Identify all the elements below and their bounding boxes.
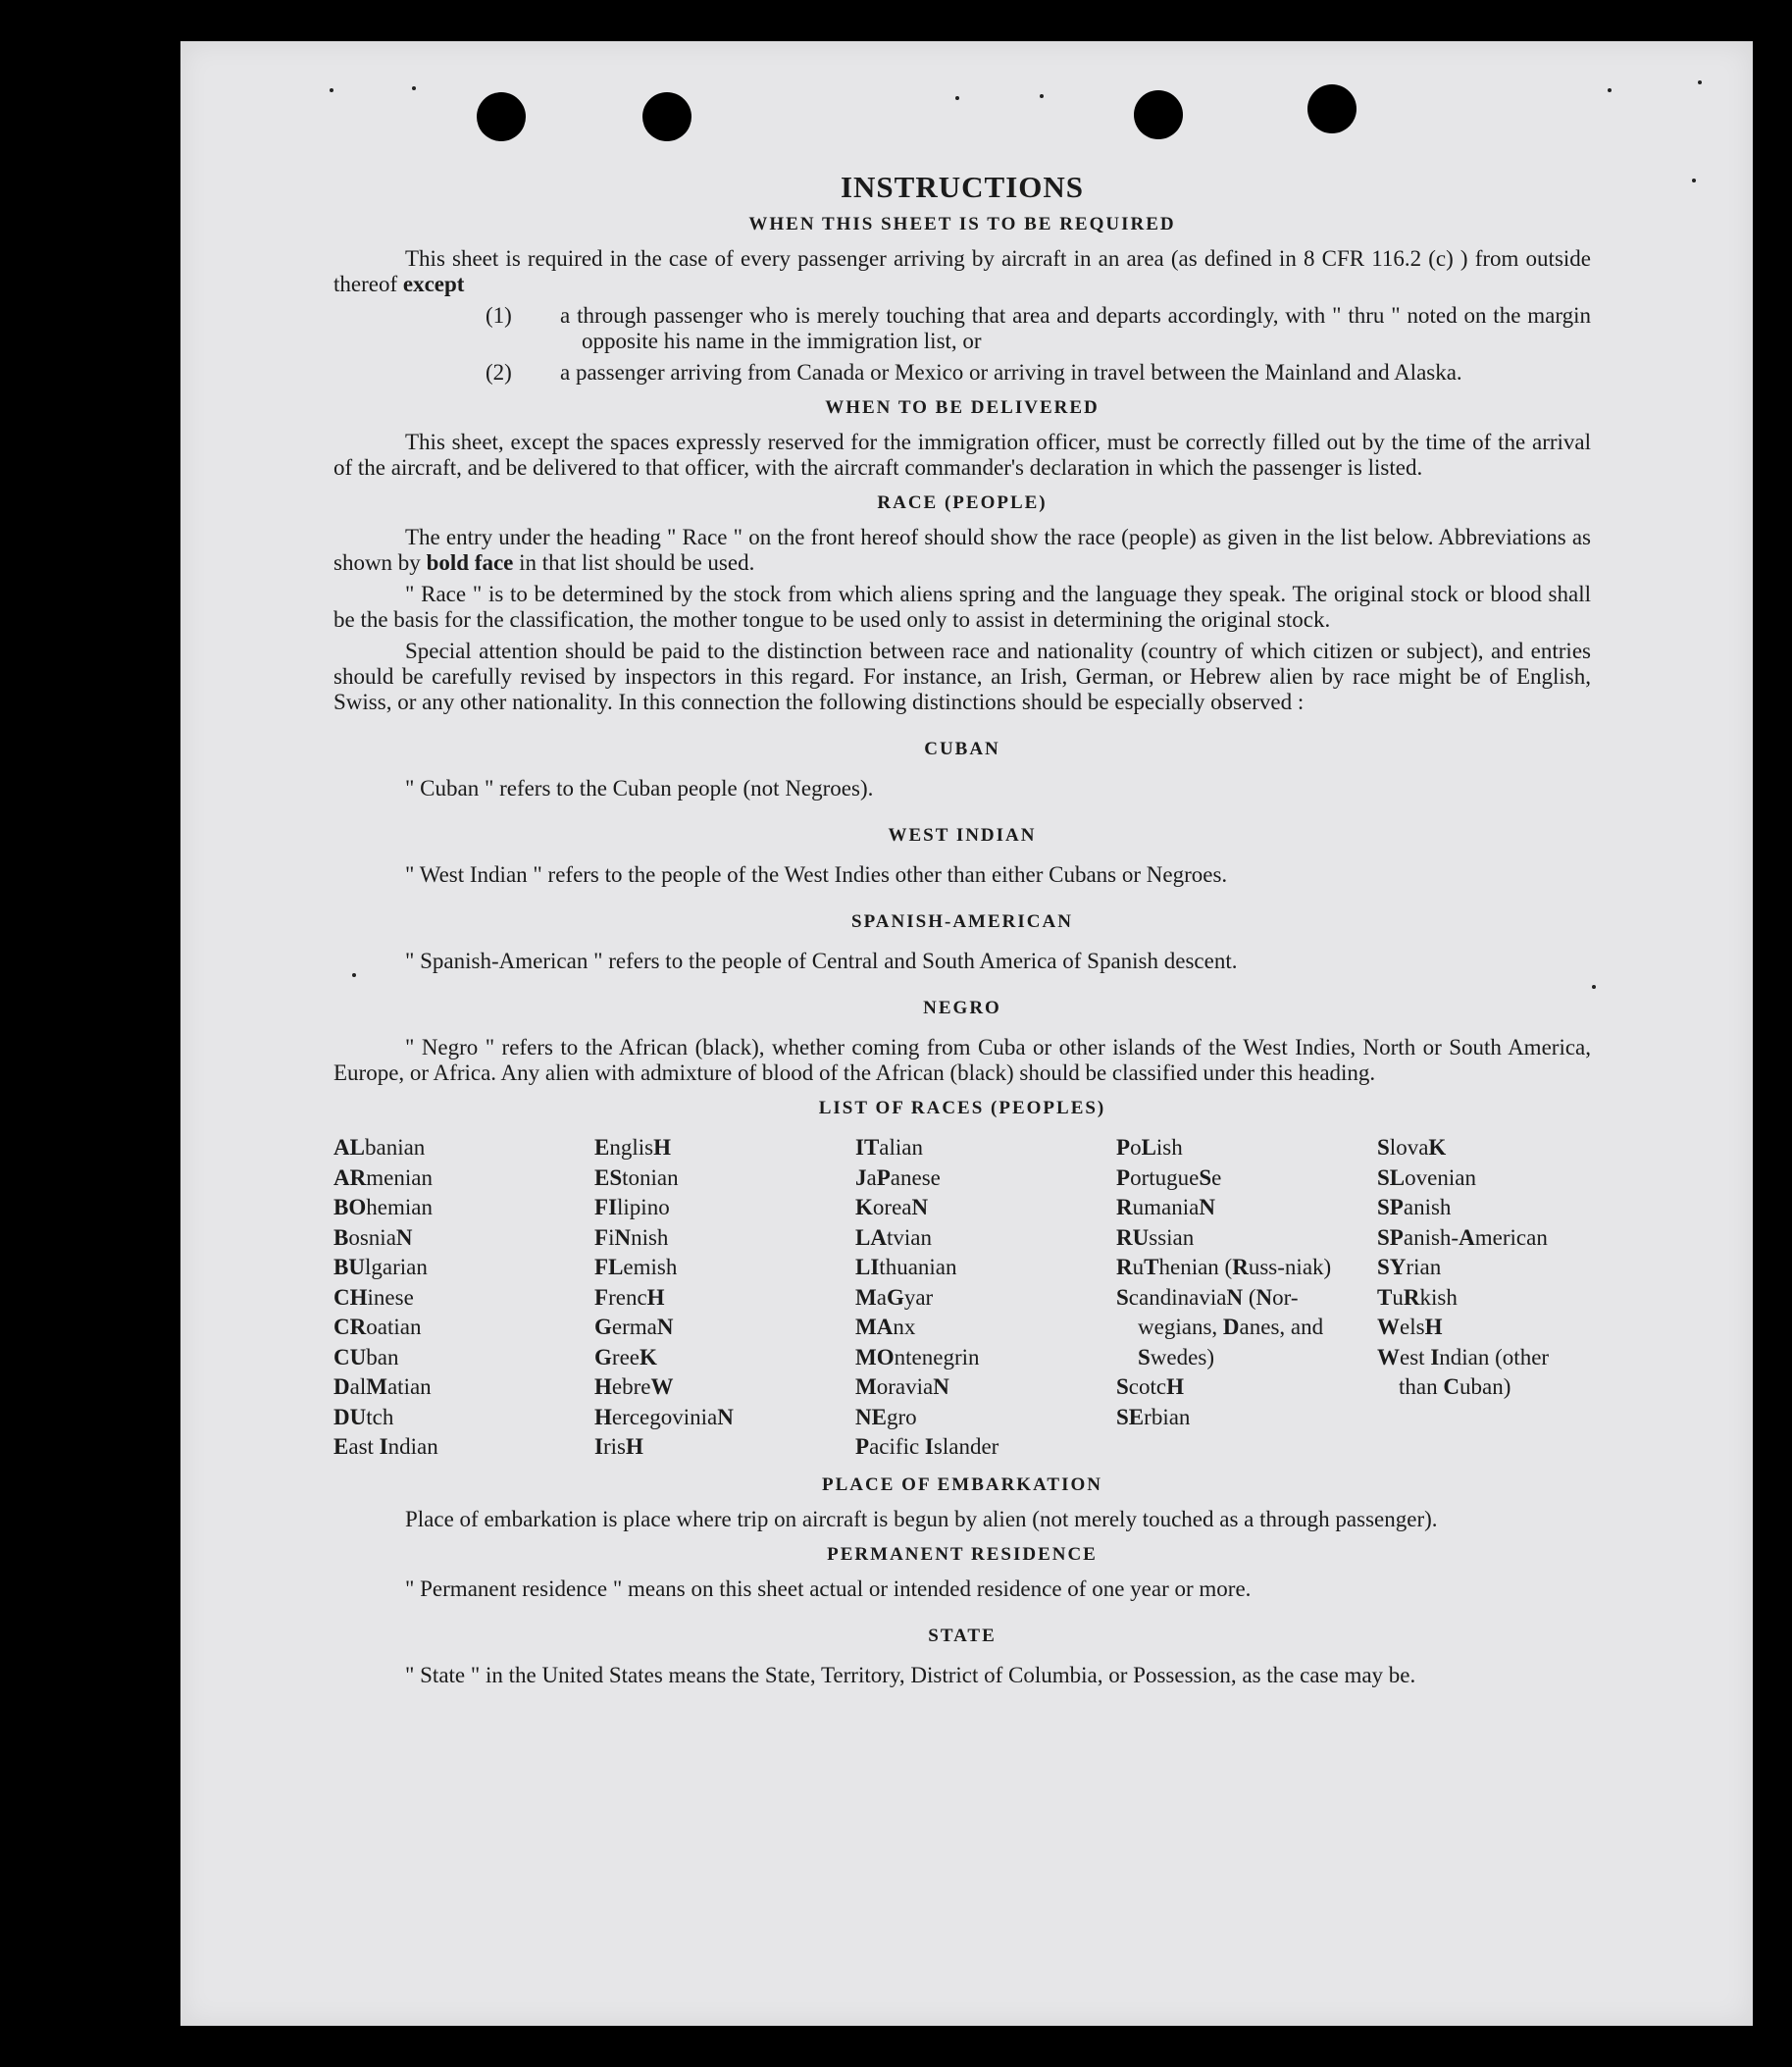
- race-column: [855, 1133, 1116, 1463]
- race-item: LIthuanian: [855, 1255, 957, 1279]
- race-item: LAtvian: [855, 1224, 932, 1250]
- race-item: RumaniaN: [1116, 1195, 1215, 1219]
- race-item: CHinese: [333, 1284, 414, 1310]
- race-item: RUssian: [1116, 1224, 1195, 1250]
- state-text: " State " in the United States means the State, Territory, District of Columbia, or Possession, as the case may be.: [405, 1662, 1416, 1687]
- spanish-american-text: " Spanish-American " refers to the people of Central and South America of Spanish descent.: [405, 949, 1238, 973]
- race-item: FIlipino: [594, 1195, 670, 1219]
- race-item: GreeK: [594, 1344, 657, 1369]
- section-heading-cuban: CUBAN: [924, 739, 1000, 759]
- race-item: SPanish: [1377, 1195, 1452, 1219]
- race-item: MAnx: [855, 1315, 916, 1339]
- scan-speck: [330, 88, 333, 92]
- race-item: JaPanese: [855, 1164, 941, 1190]
- race-item: HebreW: [594, 1374, 674, 1399]
- race-item: ARmenian: [333, 1164, 433, 1190]
- race-item: TuRkish: [1377, 1284, 1458, 1310]
- race-p1-b: in that list should be used.: [519, 550, 755, 575]
- race-item: GermaN: [594, 1315, 674, 1339]
- race-item: SLovenian: [1377, 1164, 1476, 1190]
- race-item: BOhemian: [333, 1195, 433, 1219]
- section-heading-west-indian: WEST INDIAN: [888, 825, 1037, 846]
- race-item: KoreaN: [855, 1195, 929, 1219]
- scan-speck: [1698, 80, 1702, 84]
- punch-hole: [642, 92, 691, 141]
- race-item: Pacific Islander: [855, 1434, 999, 1459]
- race-column: [1116, 1133, 1377, 1463]
- west-indian-text: " West Indian " refers to the people of the West Indies other than either Cubans or Negroes.: [405, 862, 1228, 887]
- race-item: SlovaK: [1377, 1135, 1447, 1160]
- residence-text: " Permanent residence " means on this sheet actual or intended residence of one year or more.: [405, 1576, 1252, 1601]
- scan-speck: [955, 96, 959, 100]
- race-item: East Indian: [333, 1434, 438, 1459]
- clause-number: (2): [486, 360, 512, 385]
- cuban-text: " Cuban " refers to the Cuban people (not Negroes).: [405, 776, 874, 801]
- race-paragraph-1: [333, 525, 1591, 576]
- race-p1-a: The entry under the heading " Race " on the front hereof should show the race (people) as given in the list below. Abbreviations as shown by: [333, 525, 1591, 575]
- race-p1-bold: bold face: [426, 550, 514, 575]
- race-item: DUtch: [333, 1404, 394, 1429]
- race-item: ScotcH: [1116, 1374, 1185, 1399]
- document-title: INSTRUCTIONS: [840, 170, 1084, 204]
- scan-speck: [1608, 88, 1612, 92]
- clause-number: (1): [486, 303, 512, 328]
- embarkation-text: Place of embarkation is place where trip on aircraft is begun by alien (not merely touched as a through passenger).: [405, 1506, 1438, 1531]
- section-heading-delivered: WHEN TO BE DELIVERED: [825, 397, 1100, 418]
- required-clause: [333, 303, 1591, 354]
- scan-speck: [412, 86, 416, 90]
- race-item: DalMatian: [333, 1374, 432, 1399]
- required-clause: [333, 360, 1591, 386]
- race-item: FrencH: [594, 1284, 665, 1310]
- clause-text: a through passenger who is merely touching that area and departs accordingly, with " thru " noted on the margin opposite his name in the immigration list, or: [560, 303, 1591, 353]
- race-item: HercegoviniaN: [594, 1404, 734, 1429]
- punch-hole: [477, 92, 526, 141]
- race-item: RuThenian (Russ-niak): [1116, 1255, 1332, 1279]
- punch-hole: [1134, 90, 1183, 139]
- section-heading-list-of-races: LIST OF RACES (PEOPLES): [818, 1098, 1106, 1118]
- section-heading-negro: NEGRO: [923, 998, 1001, 1018]
- section-heading-state: STATE: [928, 1625, 997, 1646]
- race-item: PoLish: [1116, 1135, 1183, 1160]
- scan-speck: [1692, 179, 1696, 182]
- section-heading-required: WHEN THIS SHEET IS TO BE REQUIRED: [748, 214, 1176, 234]
- required-intro: [333, 246, 1591, 297]
- race-item: CRoatian: [333, 1315, 422, 1339]
- delivered-text: This sheet, except the spaces expressly reserved for the immigration officer, must be correctly filled out by the time of the arrival of the aircraft, and be delivered to that officer, with the aircraft commander's declaration in which the passenger is listed.: [333, 430, 1591, 480]
- race-item: BUlgarian: [333, 1255, 428, 1279]
- required-intro-text: This sheet is required in the case of every passenger arriving by aircraft in an area (as defined in 8 CFR 116.2 (c) ) from outside thereof: [333, 246, 1591, 296]
- race-item: SErbian: [1116, 1404, 1191, 1429]
- race-item: SYrian: [1377, 1255, 1442, 1279]
- race-item: WelsH: [1377, 1315, 1443, 1339]
- race-item: FLemish: [594, 1255, 678, 1279]
- race-item: MaGyar: [855, 1284, 934, 1310]
- scan-speck: [1592, 985, 1596, 989]
- race-item: ALbanian: [333, 1135, 426, 1160]
- race-item: BosniaN: [333, 1224, 413, 1250]
- race-column: [1377, 1133, 1591, 1463]
- clause-text: a passenger arriving from Canada or Mexico or arriving in travel between the Mainland and Alaska.: [560, 360, 1462, 385]
- race-paragraph-2: " Race " is to be determined by the stock from which aliens spring and the language they speak. The original stock or blood shall be the basis for the classification, the mother tongue to be used only to assist in determining the original stock.: [333, 582, 1591, 632]
- punch-hole: [1307, 84, 1357, 133]
- race-item: IrisH: [594, 1434, 643, 1459]
- race-item: PortugueSe: [1116, 1164, 1222, 1190]
- race-column: [594, 1133, 855, 1463]
- race-item: NEgro: [855, 1404, 917, 1429]
- race-item: ScandinaviaN (Nor-wegians, Danes, and Swedes): [1116, 1284, 1324, 1369]
- negro-text: " Negro " refers to the African (black), whether coming from Cuba or other islands of the West Indies, North or South America, Europe, or Africa. Any alien with admixture of blood of the African (black) should be classified under this heading.: [333, 1035, 1591, 1085]
- race-column: [333, 1133, 594, 1463]
- race-item: ITalian: [855, 1135, 924, 1160]
- document-content: [333, 170, 1591, 1694]
- race-paragraph-3: Special attention should be paid to the distinction between race and nationality (country of which citizen or subject), and entries should be carefully revised by inspectors in this regard. For instance, an Irish, German, or Hebrew alien by race might be of English, Swiss, or any other nationality. In this connection the following distinctions should be especially observed :: [333, 639, 1591, 714]
- section-heading-spanish-american: SPANISH-AMERICAN: [851, 911, 1073, 932]
- race-item: EnglisH: [594, 1135, 671, 1160]
- race-item: MoraviaN: [855, 1374, 949, 1399]
- race-item: West Indian (other than Cuban): [1377, 1344, 1550, 1399]
- section-heading-residence: PERMANENT RESIDENCE: [827, 1543, 1098, 1565]
- scan-speck: [1040, 94, 1044, 98]
- race-item: SPanish-American: [1377, 1224, 1548, 1250]
- section-heading-embarkation: PLACE OF EMBARKATION: [822, 1473, 1102, 1495]
- race-item: FiNnish: [594, 1224, 669, 1250]
- list-of-races: [333, 1133, 1591, 1463]
- race-item: MOntenegrin: [855, 1344, 980, 1369]
- race-item: EStonian: [594, 1164, 679, 1190]
- required-intro-bold: except: [402, 272, 465, 296]
- race-item: CUban: [333, 1344, 399, 1369]
- section-heading-race: RACE (PEOPLE): [877, 492, 1048, 513]
